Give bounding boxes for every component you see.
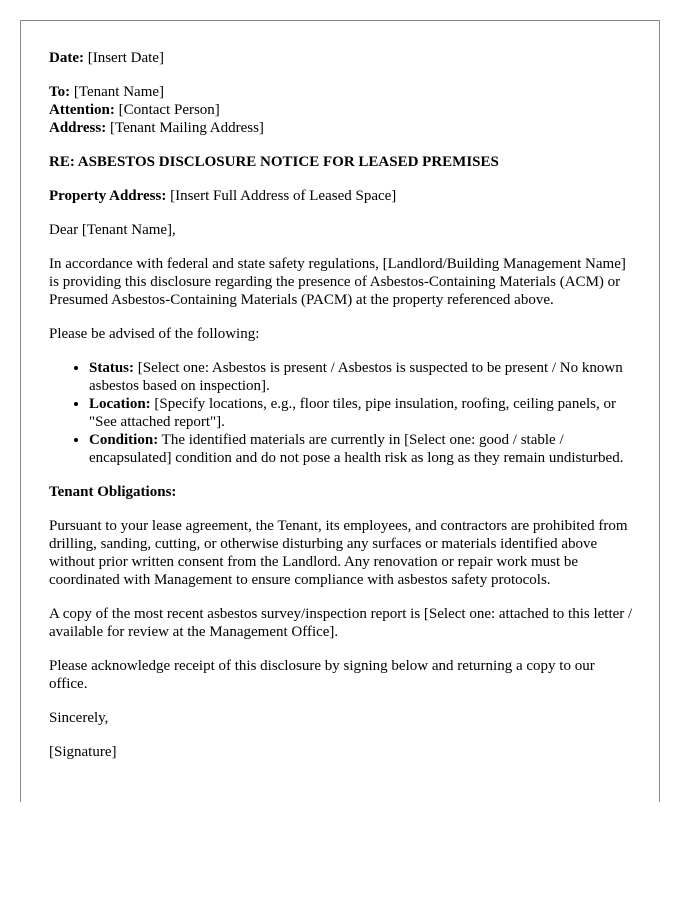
condition-label: Condition: [89, 432, 159, 448]
to-line [49, 83, 633, 101]
list-item-condition [89, 431, 633, 467]
attention-line [49, 101, 633, 119]
recipient-block [49, 83, 633, 137]
to-label: To: [49, 84, 71, 100]
address-value: [Tenant Mailing Address] [109, 120, 264, 136]
property-value: [Insert Full Address of Leased Space] [170, 188, 397, 204]
document-page [20, 20, 660, 802]
status-label: Status: [89, 360, 135, 376]
to-value: [Tenant Name] [73, 84, 165, 100]
property-label: Property Address: [49, 188, 167, 204]
address-line [49, 119, 633, 137]
attention-label: Attention: [49, 102, 115, 118]
status-text: [Select one: Asbestos is present / Asbestos is suspected to be present / No known asbestos based on inspection]. [89, 360, 623, 394]
date-label: Date: [49, 50, 84, 66]
signature-placeholder: [Signature] [49, 744, 117, 760]
obligations-paragraph: Pursuant to your lease agreement, the Tenant, its employees, and contractors are prohibited from drilling, sanding, cutting, or otherwise disturbing any surfaces or materials identified above without prior written consent from the Landlord. Any renovation or repair work must be coordinated with Management to ensure compliance with asbestos safety protocols. [49, 518, 628, 588]
advised-paragraph: Please be advised of the following: [49, 326, 260, 342]
intro-paragraph: In accordance with federal and state safety regulations, [Landlord/Building Management Name] is providing this disclosure regarding the presence of Asbestos-Containing Materials (ACM) or Presumed Asbestos-Containing Materials (PACM) at the property referenced above. [49, 256, 626, 308]
property-line [49, 187, 633, 205]
salutation: Dear [Tenant Name], [49, 222, 176, 238]
acknowledge-paragraph: Please acknowledge receipt of this disclosure by signing below and returning a copy to our office. [49, 658, 595, 692]
report-paragraph: A copy of the most recent asbestos survey/inspection report is [Select one: attached to this letter / available for review at the Management Office]. [49, 606, 633, 640]
list-item-location [89, 395, 633, 431]
list-item-status [89, 359, 633, 395]
location-label: Location: [89, 396, 151, 412]
condition-text: The identified materials are currently in [Select one: good / stable / encapsulated] condition and do not pose a health risk as long as they remain undisturbed. [89, 432, 624, 466]
location-text: [Specify locations, e.g., floor tiles, pipe insulation, roofing, ceiling panels, or "See attached report"]. [89, 396, 616, 430]
disclosure-list [49, 359, 633, 467]
attention-value: [Contact Person] [118, 102, 220, 118]
subject-heading: RE: ASBESTOS DISCLOSURE NOTICE FOR LEASED PREMISES [49, 154, 499, 170]
date-value: [Insert Date] [87, 50, 164, 66]
address-label: Address: [49, 120, 107, 136]
letter-body [49, 49, 633, 761]
obligations-heading: Tenant Obligations: [49, 484, 177, 500]
date-line [49, 49, 633, 67]
closing: Sincerely, [49, 710, 109, 726]
